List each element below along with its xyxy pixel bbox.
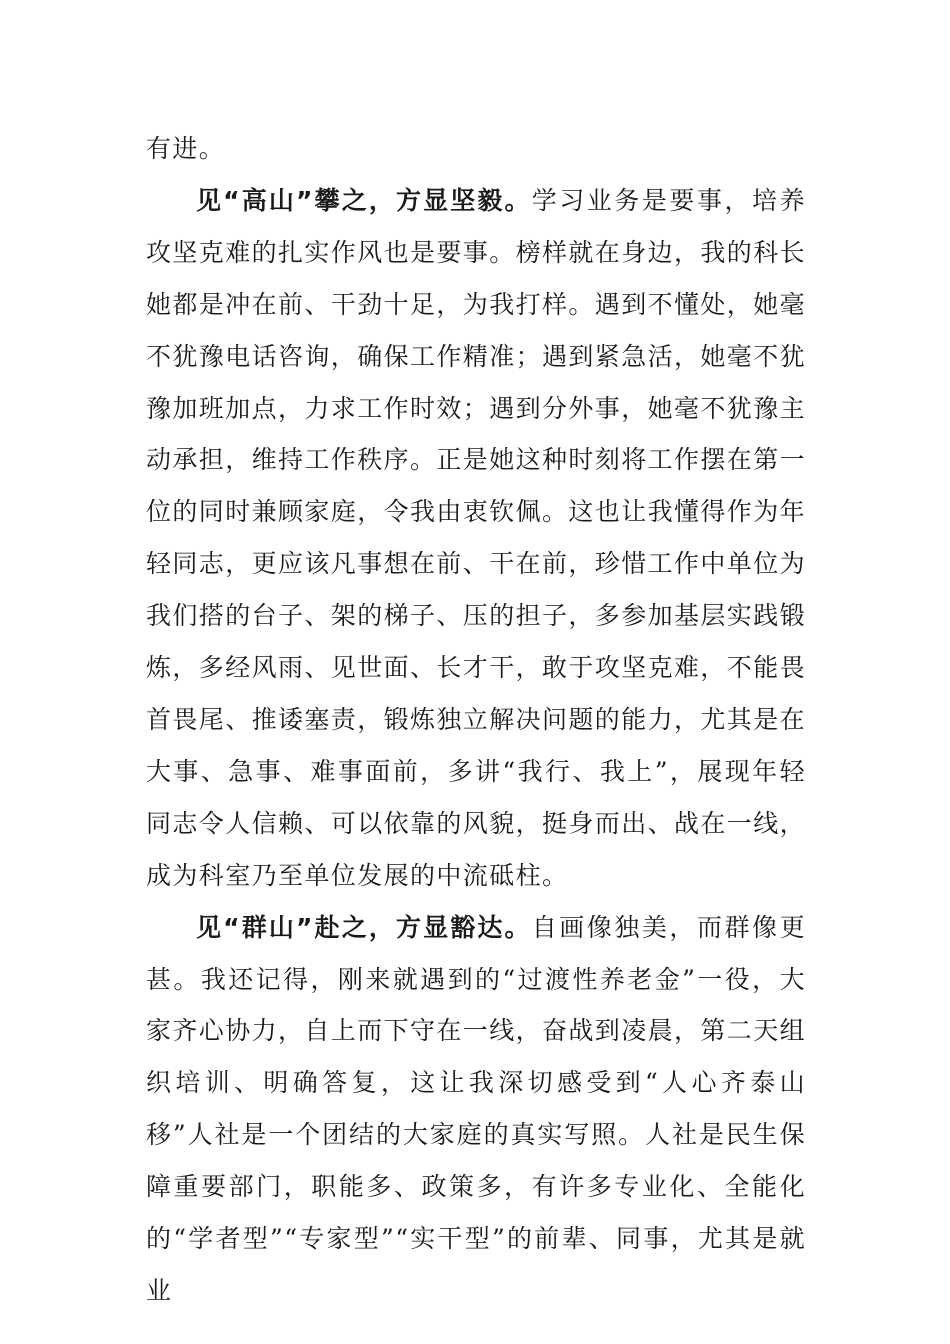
paragraph-body: 自画像独美，而群像更甚。我还记得，刚来就遇到的“过渡性养老金”一役，大家齐心协力，自上而下守在一线，奋战到凌晨，第二天组织培训、明确答复，这让我深切感受到“人心齐泰山移”人社是一个团结的大家庭的真实写照。人社是民生保障重要部门，职能多、政策多，有许多专业化、全能化的“学者型”“专家型”“实干型”的前辈、同事，尤其是就业	[146, 912, 807, 1305]
paragraph-lead: 见“群山”赴之，方显豁达。	[196, 912, 532, 942]
paragraph-body: 学习业务是要事，培养攻坚克难的扎实作风也是要事。榜样就在身边，我的科长她都是冲在前、干劲十足，为我打样。遇到不懂处，她毫不犹豫电话咨询，确保工作精准；遇到紧急活，她毫不犹豫加班加点，力求工作时效；遇到分外事，她毫不犹豫主动承担，维持工作秩序。正是她这种时刻将工作摆在第一位的同时兼顾家庭，令我由衷钦佩。这也让我懂得作为年轻同志，更应该凡事想在前、干在前，珍惜工作中单位为我们搭的台子、架的梯子、压的担子，多参加基层实践锻炼，多经风雨、见世面、长才干，敢于攻坚克难，不能畏首畏尾、推诿塞责，锻炼独立解决问题的能力，尤其是在大事、急事、难事面前，多讲“我行、我上”，展现年轻同志令人信赖、可以依靠的风貌，挺身而出、战在一线，成为科室乃至单位发展的中流砥柱。	[146, 185, 807, 890]
document-body	[146, 123, 806, 1317]
paragraph-body: 有进。	[146, 134, 226, 163]
paragraph-continuation	[146, 123, 806, 175]
paragraph-group-mountains	[146, 902, 806, 1317]
paragraph-high-mountain	[146, 175, 806, 902]
paragraph-lead: 见“高山”攀之，方显坚毅。	[196, 185, 532, 215]
